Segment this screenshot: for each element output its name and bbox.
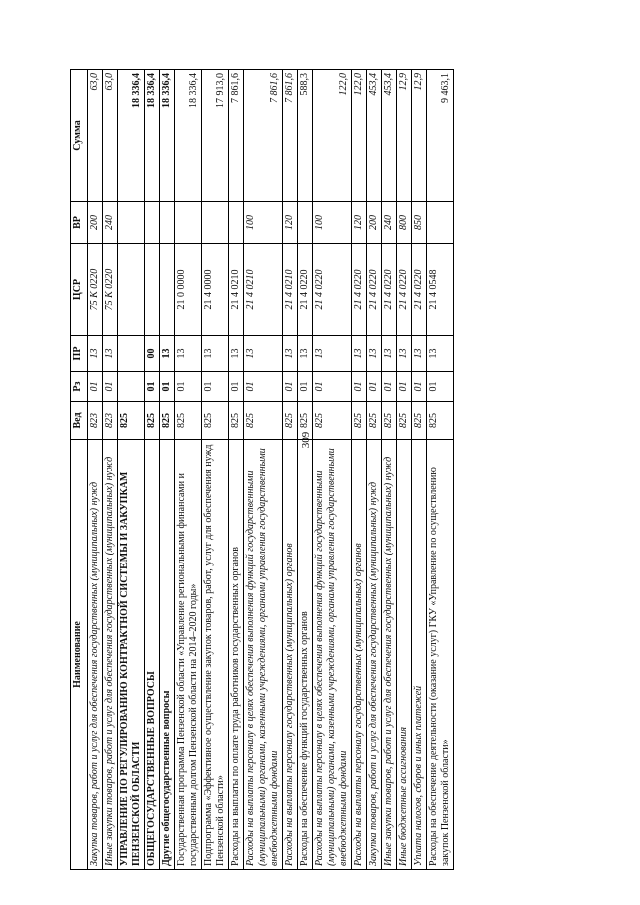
cell-rz: 01 <box>412 372 427 402</box>
cell-name: Иные закупки товаров, работ и услуг для обеспечения государственных (муниципальных) нужд <box>103 440 118 870</box>
cell-csr: 21 4 0210 <box>229 244 244 336</box>
cell-pr: 13 <box>382 336 397 372</box>
cell-rz: 01 <box>175 372 202 402</box>
cell-sum: 18 336,4 <box>118 70 145 202</box>
table-row <box>88 70 103 870</box>
header-ved: Вед <box>71 402 88 440</box>
cell-csr: 21 4 0220 <box>313 244 352 336</box>
cell-rz: 01 <box>382 372 397 402</box>
cell-vr <box>175 202 202 244</box>
cell-ved: 825 <box>313 402 352 440</box>
cell-sum: 9 463,1 <box>427 70 454 202</box>
cell-sum: 18 336,4 <box>145 70 160 202</box>
header-rz: Рз <box>71 372 88 402</box>
cell-pr: 13 <box>175 336 202 372</box>
cell-name: Государственная программа Пензенской области «Управление региональными финансами и государственным долгом Пензенской области на 2014–2020 годы» <box>175 440 202 870</box>
table-header-row <box>71 70 88 870</box>
cell-name: Закупка товаров, работ и услуг для обеспечения государственных (муниципальных) нужд <box>88 440 103 870</box>
cell-ved: 825 <box>283 402 298 440</box>
cell-vr: 850 <box>412 202 427 244</box>
cell-csr: 21 0 0000 <box>175 244 202 336</box>
cell-vr <box>160 202 175 244</box>
table-row <box>412 70 427 870</box>
cell-pr <box>118 336 145 372</box>
cell-pr: 00 <box>145 336 160 372</box>
cell-sum: 63,0 <box>103 70 118 202</box>
cell-rz: 01 <box>427 372 454 402</box>
cell-sum: 453,4 <box>382 70 397 202</box>
cell-csr <box>160 244 175 336</box>
cell-vr <box>145 202 160 244</box>
cell-name: Расходы на выплаты персоналу в целях обеспечения выполнения функций государственными (муниципальными) органами, казенными учреждениями, органами управления государственными внебюджетными фондами <box>244 440 283 870</box>
cell-sum: 17 913,0 <box>202 70 229 202</box>
cell-ved: 825 <box>229 402 244 440</box>
cell-rz: 01 <box>160 372 175 402</box>
table-row <box>313 70 352 870</box>
cell-sum: 12,9 <box>412 70 427 202</box>
cell-rz: 01 <box>352 372 367 402</box>
cell-vr <box>118 202 145 244</box>
cell-pr: 13 <box>88 336 103 372</box>
cell-sum: 63,0 <box>88 70 103 202</box>
table-row <box>352 70 367 870</box>
cell-vr: 800 <box>397 202 412 244</box>
cell-vr: 120 <box>352 202 367 244</box>
cell-vr: 200 <box>367 202 382 244</box>
cell-pr: 13 <box>397 336 412 372</box>
table-row <box>118 70 145 870</box>
cell-vr: 100 <box>244 202 283 244</box>
cell-ved: 825 <box>352 402 367 440</box>
cell-pr: 13 <box>103 336 118 372</box>
cell-ved: 825 <box>412 402 427 440</box>
cell-vr <box>427 202 454 244</box>
cell-ved: 823 <box>103 402 118 440</box>
page-number: 309 <box>300 431 312 449</box>
cell-sum: 453,4 <box>367 70 382 202</box>
cell-sum: 588,3 <box>298 70 313 202</box>
cell-csr: 21 4 0220 <box>382 244 397 336</box>
cell-sum: 18 336,4 <box>160 70 175 202</box>
cell-sum: 122,0 <box>313 70 352 202</box>
cell-vr <box>229 202 244 244</box>
cell-vr: 240 <box>382 202 397 244</box>
cell-ved: 825 <box>145 402 160 440</box>
cell-ved: 825 <box>244 402 283 440</box>
cell-csr: 21 4 0210 <box>283 244 298 336</box>
cell-pr: 13 <box>229 336 244 372</box>
cell-csr: 21 4 0220 <box>352 244 367 336</box>
budget-table <box>70 69 454 870</box>
cell-vr: 100 <box>313 202 352 244</box>
cell-sum: 7 861,6 <box>283 70 298 202</box>
cell-csr: 21 4 0220 <box>412 244 427 336</box>
header-name: Наименование <box>71 440 88 870</box>
cell-csr: 21 4 0548 <box>427 244 454 336</box>
cell-pr: 13 <box>202 336 229 372</box>
table-row <box>397 70 412 870</box>
table-row <box>103 70 118 870</box>
cell-rz: 01 <box>283 372 298 402</box>
cell-rz: 01 <box>298 372 313 402</box>
cell-rz: 01 <box>313 372 352 402</box>
cell-pr: 13 <box>298 336 313 372</box>
cell-ved: 825 <box>118 402 145 440</box>
cell-rz: 01 <box>367 372 382 402</box>
table-row <box>382 70 397 870</box>
cell-name: Иные закупки товаров, работ и услуг для обеспечения государственных (муниципальных) нужд <box>382 440 397 870</box>
cell-csr: 21 4 0220 <box>397 244 412 336</box>
table-row <box>298 70 313 870</box>
cell-sum: 122,0 <box>352 70 367 202</box>
cell-rz <box>118 372 145 402</box>
cell-name: Расходы на выплаты персоналу государственных (муниципальных) органов <box>283 440 298 870</box>
cell-ved: 825 <box>175 402 202 440</box>
cell-csr: 21 4 0220 <box>367 244 382 336</box>
cell-name: Уплата налогов, сборов и иных платежей <box>412 440 427 870</box>
table-row <box>427 70 454 870</box>
cell-pr: 13 <box>244 336 283 372</box>
cell-vr: 240 <box>103 202 118 244</box>
cell-rz: 01 <box>145 372 160 402</box>
table-row <box>283 70 298 870</box>
table-row <box>160 70 175 870</box>
cell-csr: 75 К 0220 <box>103 244 118 336</box>
table-row <box>229 70 244 870</box>
cell-name: Расходы на выплаты по оплате труда работников государственных органов <box>229 440 244 870</box>
table-row <box>367 70 382 870</box>
cell-pr: 13 <box>427 336 454 372</box>
cell-name: Расходы на обеспечение функций государственных органов <box>298 440 313 870</box>
cell-csr: 75 К 0220 <box>88 244 103 336</box>
table-row <box>145 70 160 870</box>
table-row <box>175 70 202 870</box>
cell-ved: 825 <box>367 402 382 440</box>
cell-rz: 01 <box>244 372 283 402</box>
table-row <box>202 70 229 870</box>
cell-pr: 13 <box>313 336 352 372</box>
cell-csr: 21 4 0210 <box>244 244 283 336</box>
table-row <box>244 70 283 870</box>
cell-pr: 13 <box>160 336 175 372</box>
header-sum: Сумма <box>71 70 88 202</box>
cell-rz: 01 <box>88 372 103 402</box>
cell-ved: 825 <box>298 402 313 440</box>
cell-ved: 825 <box>160 402 175 440</box>
cell-csr: 21 4 0000 <box>202 244 229 336</box>
cell-vr: 200 <box>88 202 103 244</box>
cell-ved: 825 <box>397 402 412 440</box>
cell-name: Иные бюджетные ассигнования <box>397 440 412 870</box>
cell-rz: 01 <box>103 372 118 402</box>
cell-sum: 7 861,6 <box>244 70 283 202</box>
cell-sum: 18 336,4 <box>175 70 202 202</box>
cell-vr <box>202 202 229 244</box>
cell-sum: 12,9 <box>397 70 412 202</box>
cell-name: Закупка товаров, работ и услуг для обеспечения государственных (муниципальных) нужд <box>367 440 382 870</box>
cell-ved: 825 <box>202 402 229 440</box>
cell-name: Расходы на выплаты персоналу в целях обеспечения выполнения функций государственными (муниципальными) органами, казенными учреждениями, органами управления государственными внебюджетными фондами <box>313 440 352 870</box>
header-pr: ПР <box>71 336 88 372</box>
cell-rz: 01 <box>397 372 412 402</box>
cell-vr <box>298 202 313 244</box>
cell-pr: 13 <box>283 336 298 372</box>
cell-name: Другие общегосударственные вопросы <box>160 440 175 870</box>
cell-ved: 825 <box>382 402 397 440</box>
cell-name: ОБЩЕГОСУДАРСТВЕННЫЕ ВОПРОСЫ <box>145 440 160 870</box>
cell-name: Расходы на обеспечение деятельности (оказание услуг) ГКУ «Управление по осуществлению закупок Пензенской области» <box>427 440 454 870</box>
cell-name: Расходы на выплаты персоналу государственных (муниципальных) органов <box>352 440 367 870</box>
cell-csr <box>118 244 145 336</box>
cell-name: Подпрограмма «Эффективное осуществление закупок товаров, работ, услуг для обеспечения нужд Пензенской области» <box>202 440 229 870</box>
header-vr: ВР <box>71 202 88 244</box>
cell-vr: 120 <box>283 202 298 244</box>
cell-ved: 825 <box>427 402 454 440</box>
cell-name: УПРАВЛЕНИЕ ПО РЕГУЛИРОВАНИЮ КОНТРАКТНОЙ СИСТЕМЫ И ЗАКУПКАМ ПЕНЗЕНСКОЙ ОБЛАСТИ <box>118 440 145 870</box>
budget-table-rotated <box>70 70 615 870</box>
cell-csr <box>145 244 160 336</box>
cell-sum: 7 861,6 <box>229 70 244 202</box>
cell-rz: 01 <box>229 372 244 402</box>
cell-rz: 01 <box>202 372 229 402</box>
cell-csr: 21 4 0220 <box>298 244 313 336</box>
cell-ved: 823 <box>88 402 103 440</box>
header-csr: ЦСР <box>71 244 88 336</box>
cell-pr: 13 <box>367 336 382 372</box>
cell-pr: 13 <box>352 336 367 372</box>
cell-pr: 13 <box>412 336 427 372</box>
